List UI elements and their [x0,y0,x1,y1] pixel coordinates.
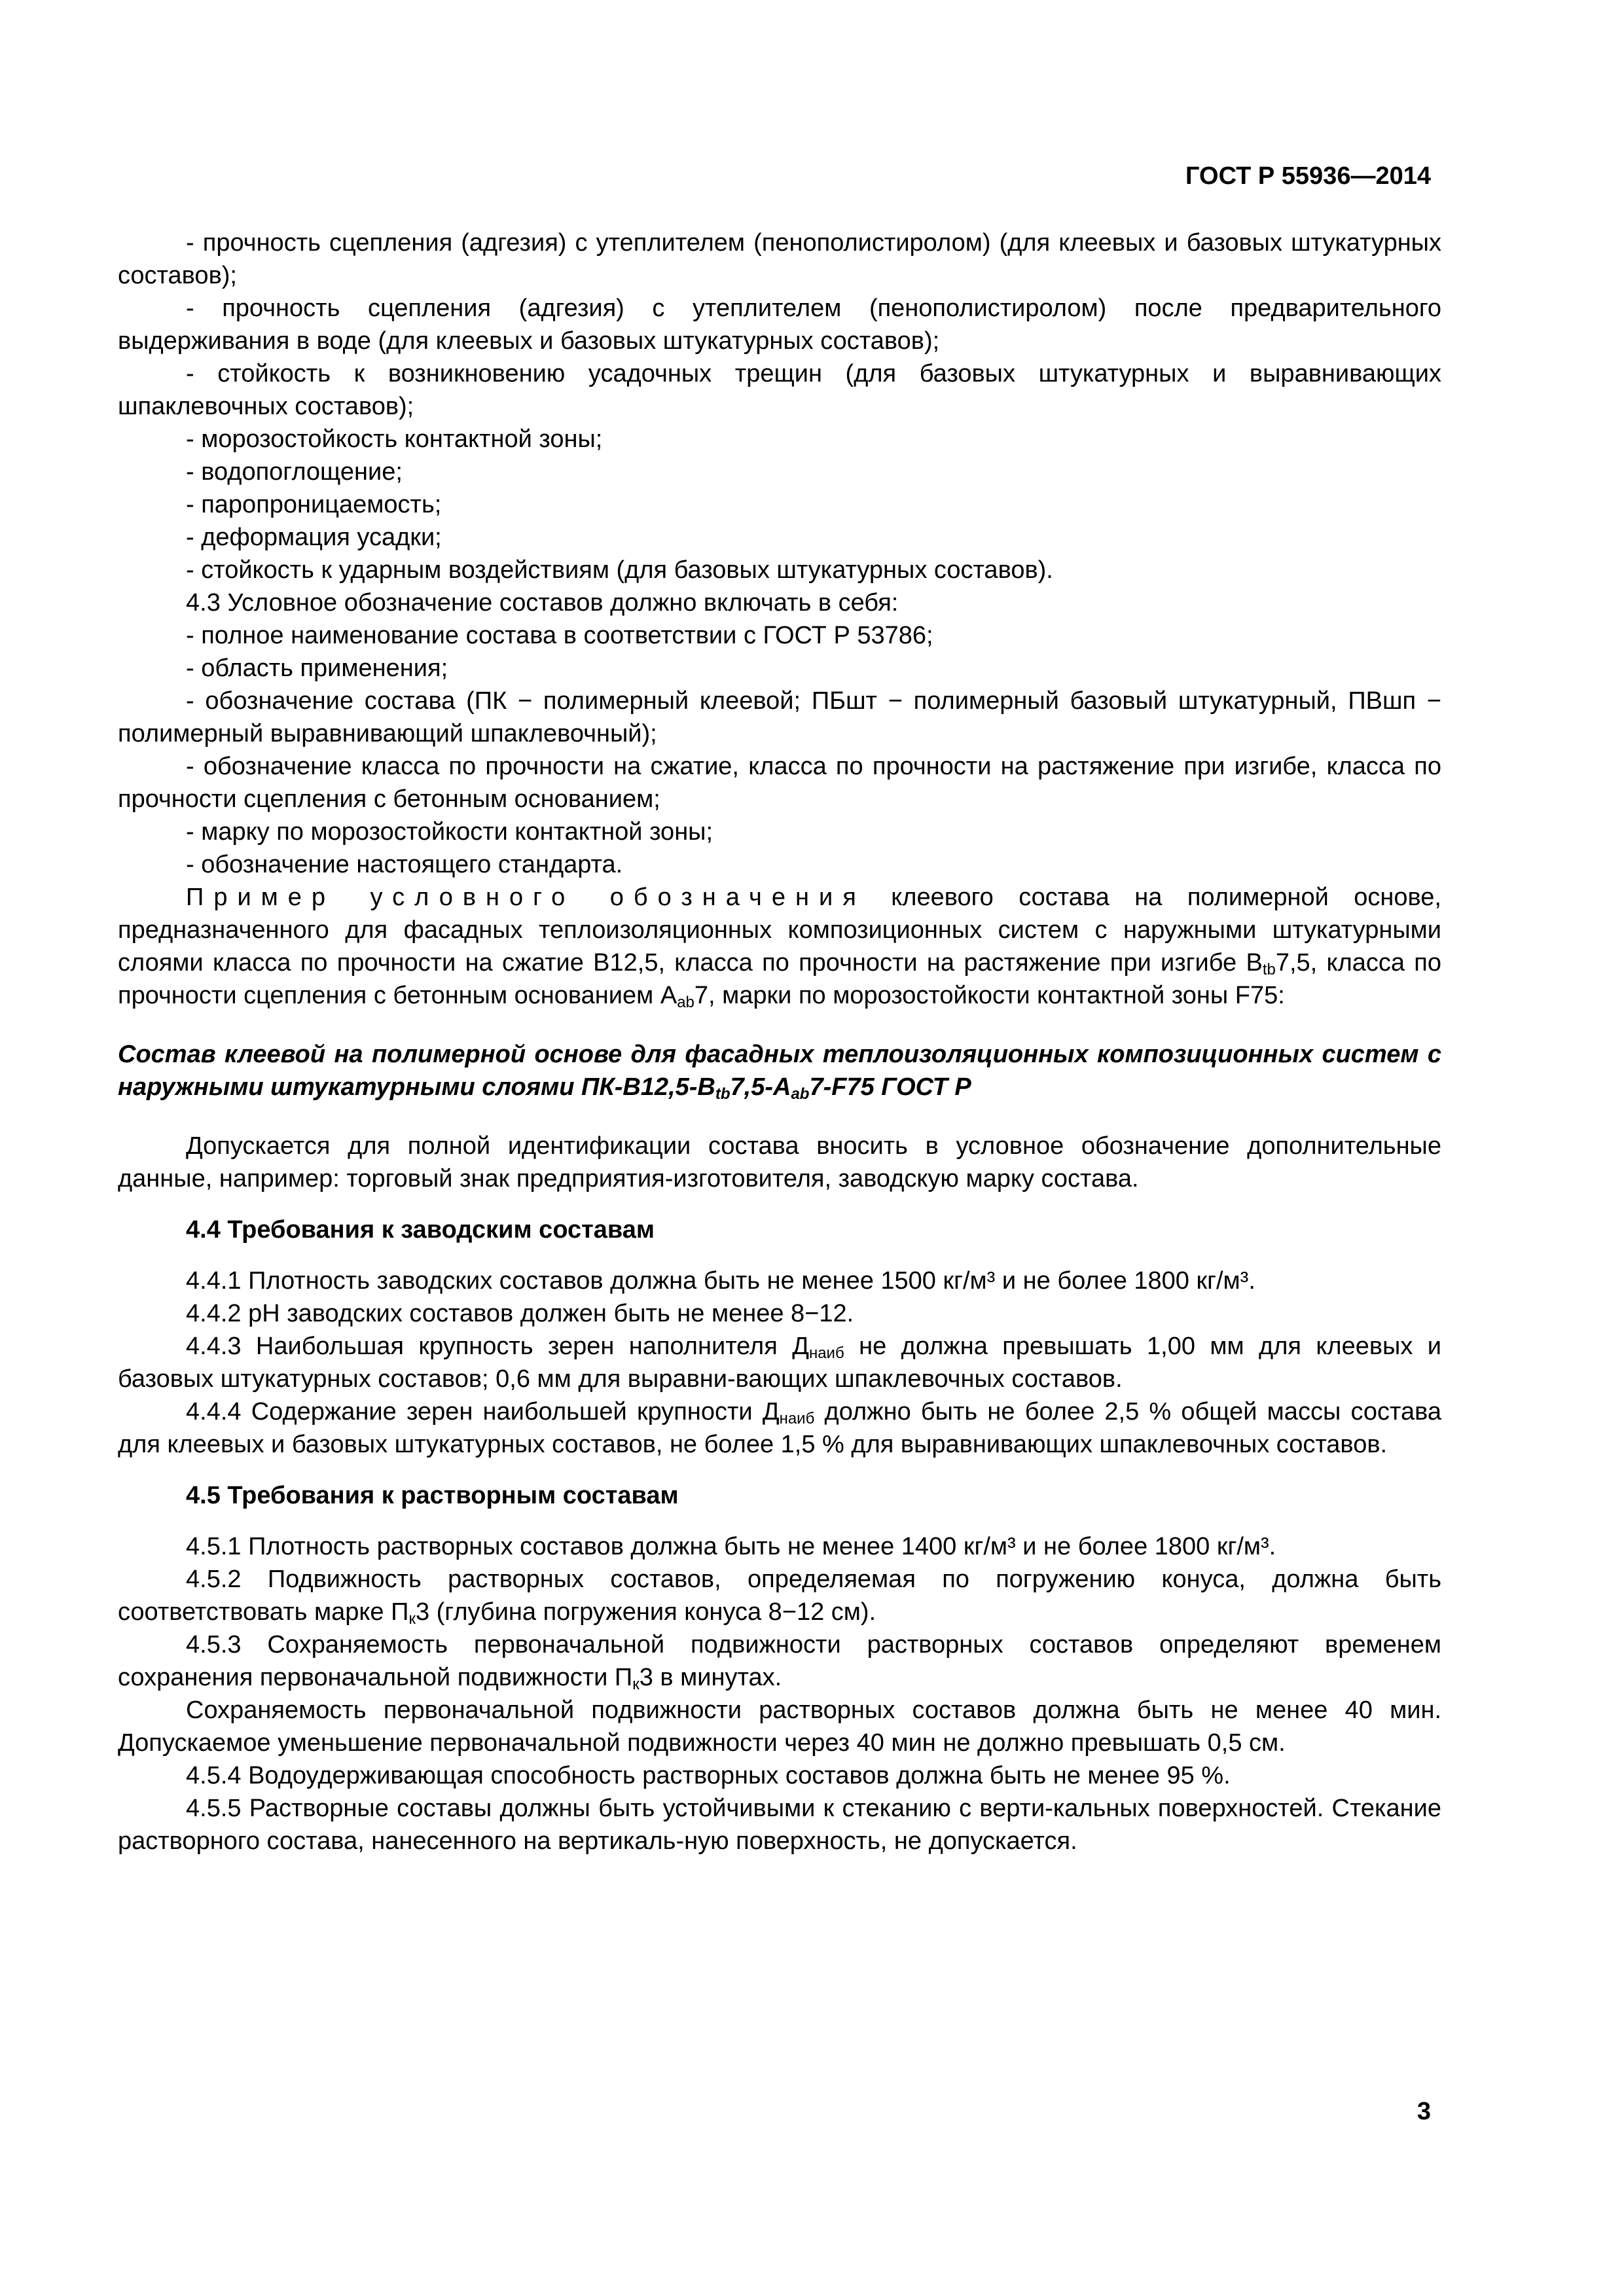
list-item: - стойкость к возникновению усадочных трещин (для базовых штукатурных и выравнивающих шпаклевочных составов); [118,360,1441,420]
list-item: - область применения; [186,655,448,682]
clause-4-5-4: 4.5.4 Водоудерживающая способность растворных составов должна быть не менее 95 %. [186,1762,1231,1789]
section-4-5-title: 4.5 Требования к растворным составам [186,1482,679,1509]
clause-4-5-3: 4.5.3 Сохраняемость первоначальной подвижности растворных составов определяют временем сохранения первоначальной подвижности $П_к3$ в минутах. [118,1631,1441,1693]
clause-4-3: 4.3 Условное обозначение составов должно включать в себя: [186,589,899,617]
list-item: - марку по морозостойкости контактной зоны; [186,818,713,846]
clause-4-5-1: 4.5.1 Плотность растворных составов должна быть не менее 1400 кг/м³ и не более 1800 кг/м³. [186,1533,1276,1560]
example-note: Допускается для полной идентификации состава вносить в условное обозначение дополнительные данные, например: торговый знак предприятия-изготовителя, заводскую марку состава. [118,1132,1441,1193]
list-item: - прочность сцепления (адгезия) с утеплителем (пенополистиролом) (для клеевых и базовых штукатурных составов); [118,229,1441,289]
document-header-id: ГОСТ Р 55936—2014 [1185,162,1431,190]
section-4-4-title: 4.4 Требования к заводским составам [186,1216,655,1244]
list-item: - прочность сцепления (адгезия) с утеплителем (пенополистиролом) после предварительного выдерживания в воде (для клеевых и базовых штукатурных составов); [118,295,1441,355]
list-item: - обозначение настоящего стандарта. [186,851,623,878]
list-item: - полное наименование состава в соответствии с ГОСТ Р 53786; [186,622,933,649]
example-label: Пример условного обозначения [186,884,866,911]
list-item: - обозначение состава (ПК − полимерный клеевой; ПБшт − полимерный базовый штукатурный, ПВшп − полимерный выравнивающий шпаклевочный); [118,687,1441,747]
list-item: - морозостойкость контактной зоны; [186,425,603,453]
clause-4-4-3: 4.4.3 Наибольшая крупность зерен наполнителя $Д_{наиб}$ не должна превышать 1,00 мм для клеевых и базовых штукатурных составов; 0,6 мм для выравни-вающих шпаклевочных составов. [118,1333,1442,1393]
clause-4-5-3-cont: Сохраняемость первоначальной подвижности растворных составов должна быть не менее 40 мин. Допускаемое уменьшение первоначальной подвижности через 40 мин не должно превышать 0,5 см. [118,1696,1441,1757]
list-item: - водопоглощение; [186,458,403,486]
list-item: - стойкость к ударным воздействиям (для базовых штукатурных составов). [186,556,1053,584]
example-paragraph: Пример условного обозначения клеевого состава на полимерной основе, предназначенного для фасадных теплоизоляционных композиционных систем с наружными штукатурными слоями класса по прочности на сжатие B12,5, класса по прочности на растяжение при изгибе $B_{tb}7,5$, класса по прочности сцепления с бетонным основанием $A_{ab}7$, марки по морозостойкости контактной зоны F75: [118,884,1441,1011]
clause-4-4-4: 4.4.4 Содержание зерен наибольшей крупности $Д_{наиб}$ должно быть не более 2,5 % общей массы состава для клеевых и базовых штукатурных составов, не более 1,5 % для выравнивающих шпаклевочных составов. [118,1398,1442,1458]
clause-4-4-1: 4.4.1 Плотность заводских составов должна быть не менее 1500 кг/м³ и не более 1800 кг/м³. [186,1267,1255,1295]
clause-4-5-5: 4.5.5 Растворные составы должны быть устойчивыми к стеканию с верти-кальных поверхностей. Стекание растворного состава, нанесенного на вертикаль-ную поверхность, не допускается. [118,1795,1441,1855]
list-item: - обозначение класса по прочности на сжатие, класса по прочности на растяжение при изгибе, класса по прочности сцепления с бетонным основанием; [118,753,1441,813]
list-item: - деформация усадки; [186,524,442,551]
clause-4-5-2: 4.5.2 Подвижность растворных составов, определяемая по погружению конуса, должна быть соответствовать марке $П_к3$ (глубина погружения конуса 8−12 см). [118,1566,1441,1628]
example-designation: Состав клеевой на полимерной основе для фасадных теплоизоляционных композиционных систем с наружными штукатурными слоями $ПК-B12,5-B_{tb}7,5-A_{ab}7-F75$ ГОСТ Р [118,1041,1441,1103]
list-item: - паропроницаемость; [186,491,442,518]
document-body [118,226,1441,1857]
page-number: 3 [1416,2098,1431,2125]
clause-4-4-2: 4.4.2 pH заводских составов должен быть не менее 8−12. [186,1300,854,1327]
